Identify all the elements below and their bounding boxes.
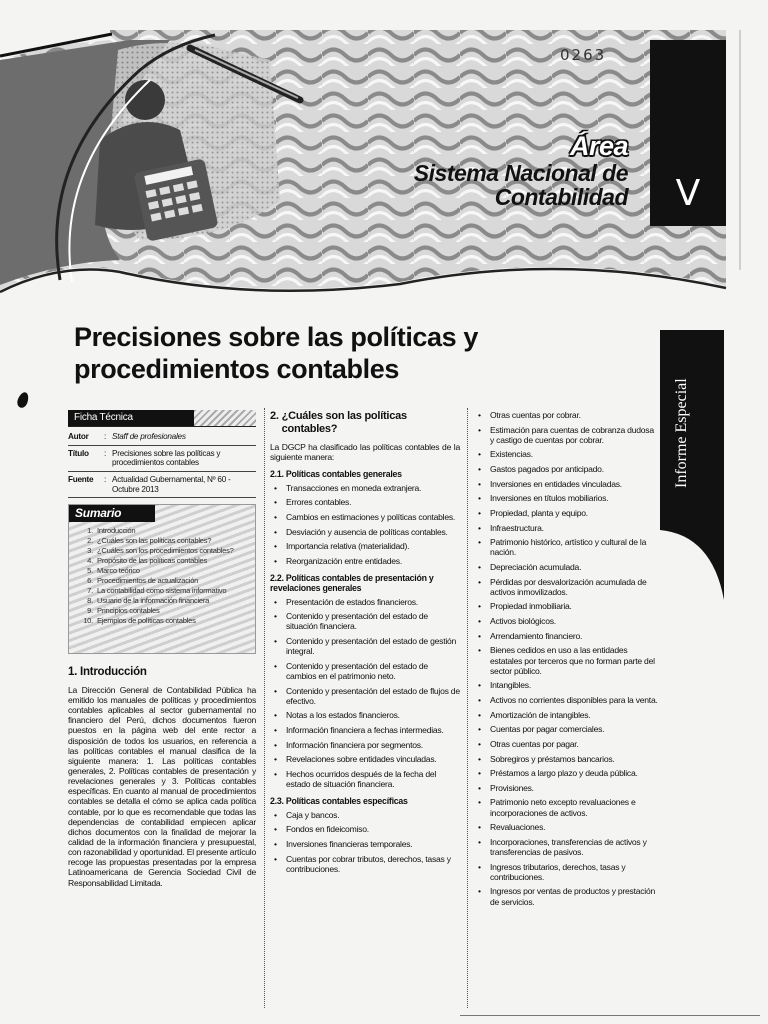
ficha-tecnica-title: Ficha Técnica bbox=[68, 410, 200, 426]
list-item: • Presentación de estados financieros. bbox=[270, 597, 460, 607]
list-item: • Contenido y presentación del estado de cambios en el patrimonio neto. bbox=[270, 661, 460, 681]
ficha-key: Fuente bbox=[68, 472, 104, 498]
list-item: • Incorporaciones, transferencias de activos y transferencias de pasivos. bbox=[474, 837, 660, 857]
list-item: • Arrendamiento financiero. bbox=[474, 631, 660, 641]
subsection-2-3-heading: 2.3. Políticas contables específicas bbox=[270, 796, 408, 807]
sumario-item: 4. Propósito de las políticas contables bbox=[87, 555, 208, 565]
list-item: • Información financiera a fechas intermedias. bbox=[270, 725, 460, 735]
list-item: • Préstamos a largo plazo y deuda pública. bbox=[474, 768, 660, 778]
article-title: Precisiones sobre las políticas y procedimientos contables bbox=[74, 322, 478, 384]
list-item: • Caja y bancos. bbox=[270, 810, 460, 820]
ficha-row-titulo: Título : Precisiones sobre las políticas y procedimientos contables bbox=[68, 445, 256, 471]
list-item: • Sobregiros y préstamos bancarios. bbox=[474, 754, 660, 764]
list-item: • Existencias. bbox=[474, 449, 660, 459]
bottom-rule bbox=[460, 1015, 760, 1016]
side-tab-shape bbox=[660, 330, 724, 600]
intro-paragraph: La Dirección General de Contabilidad Pública ha emitido los manuales de políticas y procedimientos contables aplicables al sector gubernamental no financiero del Perú, dichos documentos fueron puestos en la página web del ente rector a disposición de todos los usuarios, en referencia a las políticas contables el manual clasifica de la siguiente manera: 1. Las políticas contables generales, 2. Políticas contables de presentación y revelaciones generales y 3. Políticas contables específicas. En cuanto al manual de procedimientos contables se detalla el cómo se aplica cada política contable, por lo que es recomendable que todas las dependencias de contabilidad empiecen aplicar dichos documentos con la finalidad de mejorar la calidad de la información financiera y presupuestal, con razonabilidad y oportunidad. El presente artículo recoge las propuestas presentadas por la empresa Latinoamericana de Gerencia Sociedad Civil de Responsabilidad Limitada. bbox=[68, 684, 256, 888]
list-item: • Intangibles. bbox=[474, 680, 660, 690]
area-word: Área bbox=[569, 131, 628, 161]
ficha-tecnica-header bbox=[68, 410, 256, 427]
ficha-tecnica-table bbox=[68, 429, 256, 498]
policy-list-specific-continued bbox=[474, 410, 660, 907]
sumario-list bbox=[69, 526, 255, 627]
column-divider bbox=[264, 408, 265, 1008]
list-item: • Ingresos por ventas de productos y prestación de servicios. bbox=[474, 886, 660, 906]
list-item: • Propiedad inmobiliaria. bbox=[474, 601, 660, 611]
policy-list-presentation bbox=[270, 597, 460, 790]
list-item: • Patrimonio neto excepto revaluaciones e incorporaciones de activos. bbox=[474, 797, 660, 817]
column-divider bbox=[467, 408, 468, 1008]
list-item: • Provisiones. bbox=[474, 783, 660, 793]
list-item: • Gastos pagados por anticipado. bbox=[474, 464, 660, 474]
section-2-intro: La DGCP ha clasificado las políticas contables de la siguiente manera: bbox=[270, 441, 460, 463]
list-item: • Contenido y presentación del estado de situación financiera. bbox=[270, 611, 460, 631]
ficha-key: Autor bbox=[68, 429, 104, 445]
ficha-value: Staff de profesionales bbox=[112, 429, 256, 445]
subsection-2-2-heading: 2.2. Políticas contables de presentación y revelaciones generales bbox=[270, 572, 434, 594]
list-item: • Cambios en estimaciones y políticas contables. bbox=[270, 512, 460, 522]
ficha-value: Precisiones sobre las políticas y procedimientos contables bbox=[112, 445, 256, 471]
list-item: • Propiedad, planta y equipo. bbox=[474, 508, 660, 518]
list-item: • Otras cuentas por cobrar. bbox=[474, 410, 660, 420]
column-1 bbox=[68, 410, 256, 888]
subsection-2-1-heading: 2.1. Políticas contables generales bbox=[270, 469, 402, 480]
area-heading bbox=[414, 132, 628, 210]
sumario-item: 9. Principios contables bbox=[87, 606, 160, 616]
ficha-key: Título bbox=[68, 445, 104, 471]
section-roman-numeral: V bbox=[675, 173, 701, 214]
ficha-row-fuente: Fuente : Actualidad Gubernamental, Nº 60 - Octubre 2013 bbox=[68, 472, 256, 498]
policy-list-specific bbox=[270, 810, 460, 874]
list-item: • Amortización de intangibles. bbox=[474, 710, 660, 720]
list-item: • Errores contables. bbox=[270, 497, 460, 507]
list-item: • Inversiones en títulos mobiliarios. bbox=[474, 493, 660, 503]
sumario-item: 8. Usuario de la información financiera bbox=[87, 596, 210, 606]
section-2-title: ¿Cuáles son las políticas contables? bbox=[281, 410, 407, 435]
policy-list-general bbox=[270, 483, 460, 566]
page-number: 0263 bbox=[560, 46, 607, 64]
column-3 bbox=[474, 410, 660, 911]
list-item: • Patrimonio histórico, artístico y cultural de la nación. bbox=[474, 537, 660, 557]
sumario-item: 7. La contabilidad como sistema informativo bbox=[87, 586, 227, 596]
ficha-row-autor: Autor : Staff de profesionales bbox=[68, 429, 256, 445]
sumario-box bbox=[68, 504, 256, 654]
list-item: • Estimación para cuentas de cobranza dudosa y castigo de cuentas por cobrar. bbox=[474, 425, 660, 445]
list-item: • Desviación y ausencia de políticas contables. bbox=[270, 527, 460, 537]
section-number-tab bbox=[650, 40, 726, 226]
sumario-item: 2. ¿Cuáles son las políticas contables? bbox=[87, 535, 212, 545]
ficha-value: Actualidad Gubernamental, Nº 60 - Octubre 2013 bbox=[112, 472, 256, 498]
list-item: • Contenido y presentación del estado de gestión integral. bbox=[270, 636, 460, 656]
section-2-number: 2. bbox=[270, 410, 279, 422]
list-item: • Depreciación acumulada. bbox=[474, 562, 660, 572]
ink-blot bbox=[16, 391, 31, 409]
list-item: • Transacciones en moneda extranjera. bbox=[270, 483, 460, 493]
list-item: • Infraestructura. bbox=[474, 523, 660, 533]
list-item: • Inversiones en entidades vinculadas. bbox=[474, 479, 660, 489]
sumario-item: 1. Introducción bbox=[87, 525, 136, 535]
sumario-item: 10. Ejemplos de políticas contables bbox=[83, 616, 196, 626]
list-item: • Revaluaciones. bbox=[474, 822, 660, 832]
list-item: • Hechos ocurridos después de la fecha del estado de situación financiera. bbox=[270, 769, 460, 789]
sumario-item: 6. Procedimientos de actualización bbox=[87, 575, 199, 585]
list-item: • Bienes cedidos en uso a las entidades estatales por terceros que no forman parte del sector público. bbox=[474, 645, 660, 675]
area-line-2: Sistema Nacional de bbox=[413, 159, 628, 186]
sumario-item: 5. Marco teórico bbox=[87, 565, 140, 575]
section-2-heading bbox=[270, 410, 460, 436]
list-item: • Ingresos tributarios, derechos, tasas y contribuciones. bbox=[474, 862, 660, 882]
list-item: • Reorganización entre entidades. bbox=[270, 556, 460, 566]
list-item: • Revelaciones sobre entidades vinculadas. bbox=[270, 754, 460, 764]
list-item: • Activos biológicos. bbox=[474, 616, 660, 626]
list-item: • Información financiera por segmentos. bbox=[270, 740, 460, 750]
list-item: • Fondos en fideicomiso. bbox=[270, 824, 460, 834]
ficha-header-pattern bbox=[194, 410, 256, 426]
area-line-3: Contabilidad bbox=[494, 184, 628, 211]
list-item: • Contenido y presentación del estado de flujos de efectivo. bbox=[270, 686, 460, 706]
list-item: • Activos no corrientes disponibles para la venta. bbox=[474, 695, 660, 705]
column-2 bbox=[270, 410, 460, 878]
header-banner bbox=[0, 0, 768, 300]
sumario-title: Sumario bbox=[69, 505, 155, 521]
list-item: • Cuentas por pagar comerciales. bbox=[474, 724, 660, 734]
list-item: • Inversiones financieras temporales. bbox=[270, 839, 460, 849]
side-tab-label: Informe Especial bbox=[673, 378, 690, 488]
list-item: • Notas a los estados financieros. bbox=[270, 710, 460, 720]
list-item: • Cuentas por cobrar tributos, derechos, tasas y contribuciones. bbox=[270, 854, 460, 874]
list-item: • Otras cuentas por pagar. bbox=[474, 739, 660, 749]
intro-heading: 1. Introducción bbox=[68, 666, 147, 679]
list-item: • Importancia relativa (materialidad). bbox=[270, 541, 460, 551]
list-item: • Pérdidas por desvalorización acumulada de activos inmovilizados. bbox=[474, 577, 660, 597]
sumario-item: 3. ¿Cuáles son los procedimientos contables? bbox=[87, 545, 234, 555]
